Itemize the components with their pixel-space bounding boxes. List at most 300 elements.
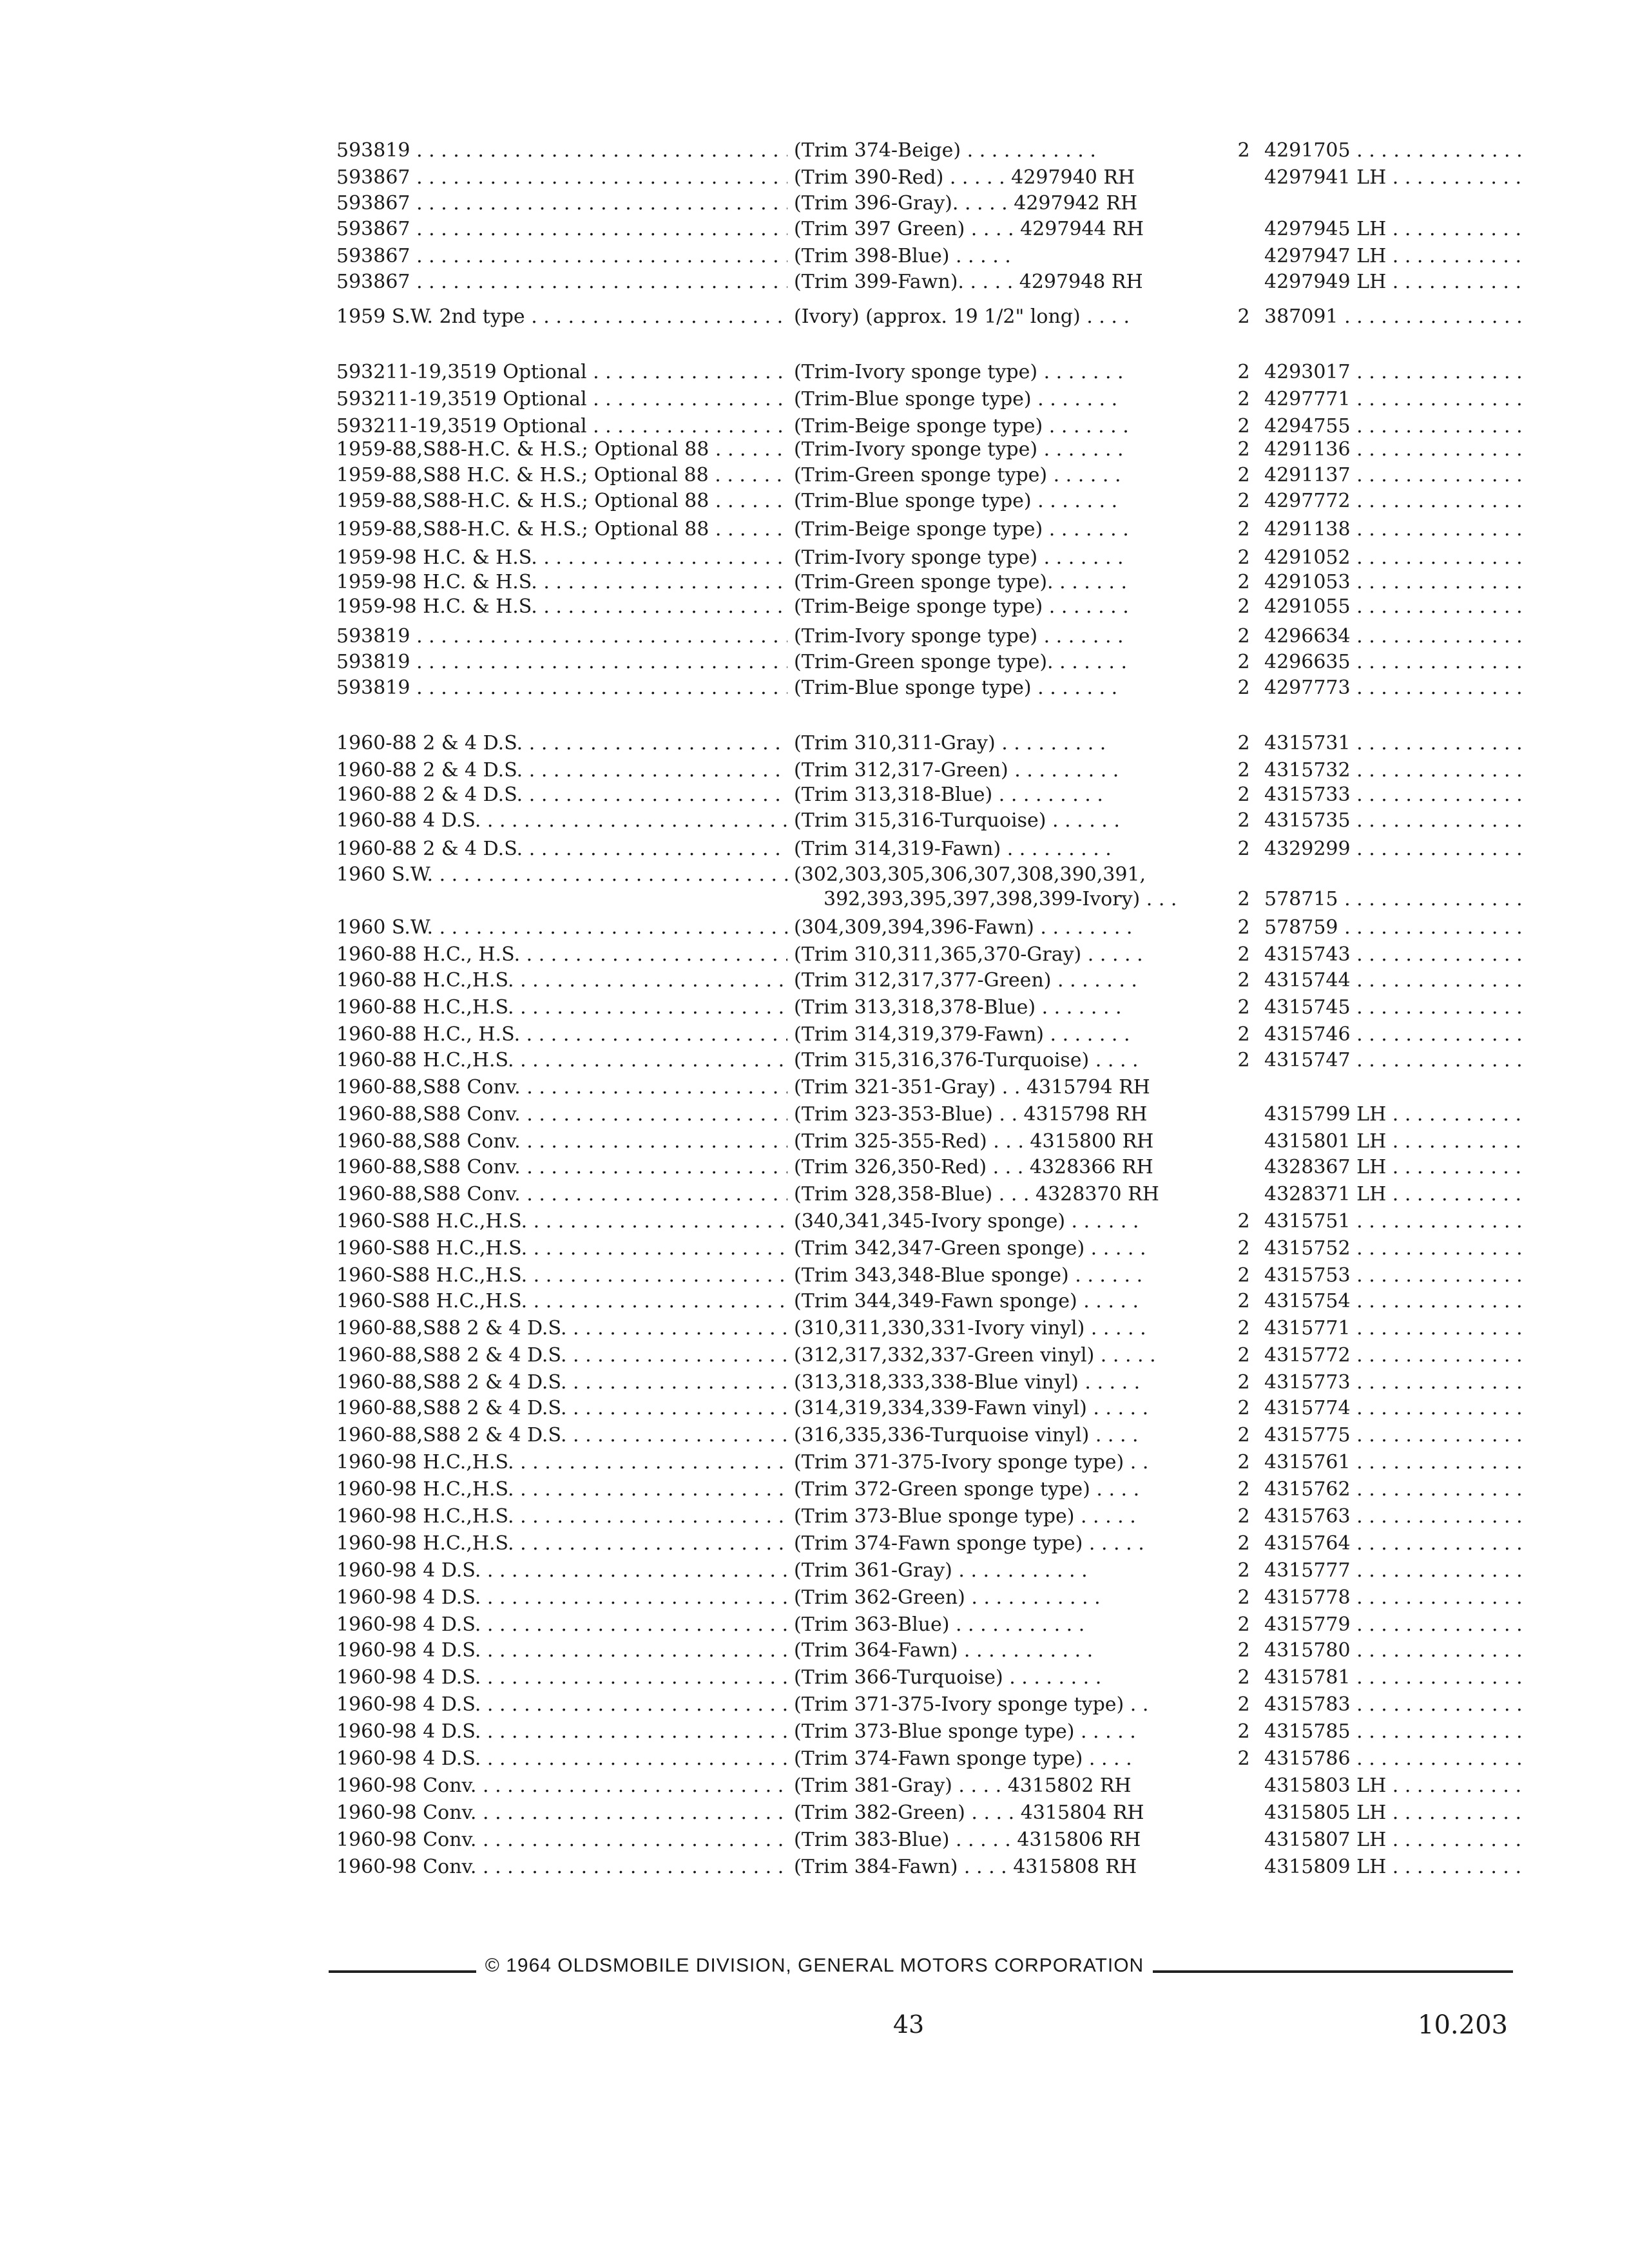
section-number: 10.203 [1418,2010,1508,2040]
quantity: 2 [1237,888,1250,910]
trim-description: (Trim 374-Fawn sponge type) . . . . . [794,1532,1144,1555]
model-designation: 1960-88 4 D.S. . . . [336,808,787,834]
model-designation: 1960-88,S88 Conv. . . . [336,1075,787,1100]
quantity: 2 [1237,996,1250,1019]
parts-row [0,758,1629,783]
parts-row [0,594,1629,620]
parts-row [0,1558,1629,1584]
model-designation: 1960 S.W. . . . [336,862,787,888]
parts-row [0,1263,1629,1289]
parts-row [0,216,1629,242]
model-designation: 1959-98 H.C. & H.S. . . . [336,545,787,571]
parts-row [0,782,1629,808]
model-designation: 1960-88,S88 2 & 4 D.S. . . . [336,1370,787,1396]
part-number: 4315762 . . . [1264,1477,1522,1503]
part-number: 4315779 . . . [1264,1612,1522,1638]
model-designation: 1960-98 Conv. . . . [336,1800,787,1826]
parts-row [0,304,1629,330]
quantity: 2 [1237,1693,1250,1716]
part-number: 4315809 LH . . . [1264,1854,1522,1880]
parts-row [0,1370,1629,1396]
part-number: 4294755 . . . [1264,414,1522,439]
parts-row [0,1048,1629,1073]
trim-description: (Trim 373-Blue sponge type) . . . . . [794,1720,1136,1743]
trim-description: (Trim-Blue sponge type) . . . . . . . [794,490,1118,512]
part-number: 4315771 . . . [1264,1316,1522,1341]
quantity: 2 [1237,388,1250,410]
trim-description: (Trim-Ivory sponge type) . . . . . . . [794,546,1124,569]
parts-row [0,414,1629,439]
parts-row [0,138,1629,164]
quantity: 2 [1237,759,1250,782]
model-designation: 1960-88 H.C., H.S. . . . [336,1022,787,1048]
model-designation: 1959-98 H.C. & H.S. . . . [336,594,787,620]
part-number: 4315751 . . . [1264,1209,1522,1235]
quantity: 2 [1237,518,1250,541]
parts-row [0,942,1629,968]
model-designation: 1960-88,S88 2 & 4 D.S. . . . [336,1316,787,1341]
quantity: 2 [1237,361,1250,383]
model-designation: 1960-88,S88 Conv. . . . [336,1129,787,1155]
parts-row [0,545,1629,571]
trim-description: (Trim 342,347-Green sponge) . . . . . [794,1237,1146,1260]
trim-description: (Trim-Ivory sponge type) . . . . . . . [794,625,1124,648]
parts-row [0,244,1629,269]
model-designation: 1960-98 Conv. . . . [336,1773,787,1799]
trim-description: (Trim-Ivory sponge type) . . . . . . . [794,361,1124,383]
trim-description: (Trim-Green sponge type) . . . . . . [794,464,1121,486]
model-designation: 1960-88 2 & 4 D.S. . . . [336,782,787,808]
part-number: 4315772 . . . [1264,1343,1522,1369]
model-designation: 1960-S88 H.C.,H.S. . . . [336,1289,787,1314]
trim-description: (Trim 364-Fawn) . . . . . . . . . . . [794,1639,1094,1662]
quantity: 2 [1237,943,1250,966]
parts-row [0,675,1629,701]
parts-row [0,1182,1629,1207]
part-number: 4291055 . . . [1264,594,1522,620]
quantity: 2 [1237,1397,1250,1419]
copyright-notice: © 1964 OLDSMOBILE DIVISION, GENERAL MOTORS CORPORATION [476,1955,1153,1976]
trim-description: (Trim 383-Blue) . . . . . 4315806 RH [794,1829,1141,1851]
trim-description: (Trim 323-353-Blue) . . 4315798 RH [794,1103,1148,1126]
parts-row [0,1854,1629,1880]
model-designation: 1960-88 H.C.,H.S. . . . [336,995,787,1021]
trim-description: (Trim-Beige sponge type) . . . . . . . [794,518,1129,541]
trim-description: (Trim 326,350-Red) . . . 4328366 RH [794,1156,1153,1178]
quantity: 2 [1237,1451,1250,1474]
part-number: 4315777 . . . [1264,1558,1522,1584]
trim-description: (Trim 344,349-Fawn sponge) . . . . . [794,1290,1139,1312]
trim-description: (Trim 314,319-Fawn) . . . . . . . . . [794,838,1112,860]
parts-row [0,915,1629,941]
part-number: 387091 . . . [1264,304,1522,330]
trim-description: (Trim 310,311-Gray) . . . . . . . . . [794,732,1106,754]
trim-description: (Trim 312,317,377-Green) . . . . . . . [794,969,1137,992]
trim-description: (Trim 312,317-Green) . . . . . . . . . [794,759,1119,782]
quantity: 2 [1237,1210,1250,1233]
quantity: 2 [1237,651,1250,673]
part-number: 4315764 . . . [1264,1531,1522,1557]
model-designation: 1959-88,S88-H.C. & H.S.; Optional 88 . . . . . [336,437,787,463]
parts-row [0,1343,1629,1369]
part-number: 4297941 LH . . . [1264,165,1522,191]
part-number: 4291136 . . . [1264,437,1522,463]
model-designation: 1959-98 H.C. & H.S. . . . [336,570,787,595]
model-designation: 1960-88 2 & 4 D.S. . . . [336,758,787,783]
quantity: 2 [1237,783,1250,806]
model-designation: 1960-88 2 & 4 D.S. . . . [336,731,787,756]
trim-description: (Trim-Beige sponge type) . . . . . . . [794,415,1129,437]
quantity: 2 [1237,571,1250,593]
part-number: 4328367 LH . . . [1264,1155,1522,1180]
model-designation: 593211-19,3519 Optional . . . [336,387,787,412]
quantity: 2 [1237,1237,1250,1260]
model-designation: 1960-88 H.C.,H.S. . . . [336,968,787,994]
quantity: 2 [1237,490,1250,512]
model-designation: 1960-88,S88 2 & 4 D.S. . . . [336,1343,787,1369]
quantity: 2 [1237,1559,1250,1582]
trim-description: (Trim 396-Gray). . . . . 4297942 RH [794,192,1138,215]
part-number: 4315774 . . . [1264,1396,1522,1421]
quantity: 2 [1237,1666,1250,1689]
part-number: 4315731 . . . [1264,731,1522,756]
parts-row [0,517,1629,543]
part-number: 4291137 . . . [1264,463,1522,488]
trim-description: (Trim 384-Fawn) . . . . 4315808 RH [794,1856,1137,1878]
part-number: 4315763 . . . [1264,1504,1522,1530]
model-designation: 1960-98 4 D.S. . . . [336,1746,787,1772]
parts-row [0,808,1629,834]
trim-description: (Trim 390-Red) . . . . . 4297940 RH [794,166,1135,189]
trim-description: (Trim 399-Fawn). . . . . 4297948 RH [794,271,1143,293]
parts-row [0,360,1629,385]
trim-description: (Trim 362-Green) . . . . . . . . . . . [794,1586,1101,1609]
part-number: 4315781 . . . [1264,1665,1522,1691]
quantity: 2 [1237,438,1250,461]
quantity: 2 [1237,1371,1250,1394]
trim-description: (340,341,345-Ivory sponge) . . . . . . [794,1210,1139,1233]
model-designation: 1959-88,S88 H.C. & H.S.; Optional 88 . . . . . [336,463,787,488]
parts-row [0,1289,1629,1314]
trim-description: (Trim-Blue sponge type) . . . . . . . [794,677,1118,699]
trim-description: (Ivory) (approx. 19 1/2" long) . . . . [794,305,1130,328]
trim-description: (312,317,332,337-Green vinyl) . . . . . [794,1344,1156,1367]
parts-row [0,1827,1629,1853]
trim-description: (Trim 325-355-Red) . . . 4315800 RH [794,1130,1154,1153]
parts-row [0,1665,1629,1691]
trim-description: (Trim 381-Gray) . . . . 4315802 RH [794,1774,1132,1797]
model-designation: 1960-98 4 D.S. . . . [336,1719,787,1745]
model-designation: 593819 . . . [336,624,787,649]
trim-description: (Trim 373-Blue sponge type) . . . . . [794,1505,1136,1528]
quantity: 2 [1237,1023,1250,1046]
quantity: 2 [1237,1532,1250,1555]
part-number: 4315732 . . . [1264,758,1522,783]
part-number: 4315805 LH . . . [1264,1800,1522,1826]
quantity: 2 [1237,1424,1250,1446]
trim-description: (Trim 374-Beige) . . . . . . . . . . . [794,139,1096,162]
parts-row [0,1773,1629,1799]
part-number: 4315752 . . . [1264,1236,1522,1262]
trim-description: (Trim 371-375-Ivory sponge type) . . [794,1451,1149,1474]
quantity: 2 [1237,415,1250,437]
parts-row [0,1236,1629,1262]
quantity: 2 [1237,1720,1250,1743]
quantity: 2 [1237,1317,1250,1340]
trim-description: (310,311,330,331-Ivory vinyl) . . . . . [794,1317,1146,1340]
parts-row [0,1719,1629,1745]
trim-description: (Trim-Beige sponge type) . . . . . . . [794,595,1129,618]
parts-row [0,1585,1629,1611]
part-number: 4315747 . . . [1264,1048,1522,1073]
quantity: 2 [1237,1264,1250,1287]
trim-description: (Trim 328,358-Blue) . . . 4328370 RH [794,1183,1159,1206]
part-number: 578759 . . . [1264,915,1522,941]
part-number: 4328371 LH . . . [1264,1182,1522,1207]
model-designation: 1960-S88 H.C.,H.S. . . . [336,1209,787,1235]
model-designation: 1960-98 4 D.S. . . . [336,1558,787,1584]
quantity: 2 [1237,1613,1250,1636]
trim-description: (Trim 315,316-Turquoise) . . . . . . [794,809,1120,832]
trim-description: (Trim 343,348-Blue sponge) . . . . . . [794,1264,1143,1287]
quantity: 2 [1237,139,1250,162]
quantity: 2 [1237,732,1250,754]
trim-description: (Trim 313,318,378-Blue) . . . . . . . [794,996,1122,1019]
model-designation: 593867 . . . [336,191,787,216]
trim-description: 392,393,395,397,398,399-Ivory) . . . [824,888,1177,910]
part-number: 4315753 . . . [1264,1263,1522,1289]
trim-description: (Trim 314,319,379-Fawn) . . . . . . . [794,1023,1130,1046]
part-number: 4329299 . . . [1264,836,1522,862]
quantity: 2 [1237,464,1250,486]
part-number: 4315745 . . . [1264,995,1522,1021]
part-number: 4315785 . . . [1264,1719,1522,1745]
part-number: 4315799 LH . . . [1264,1102,1522,1128]
part-number: 4315733 . . . [1264,782,1522,808]
parts-row [0,731,1629,756]
parts-row [0,1692,1629,1718]
model-designation: 1960-88,S88 2 & 4 D.S. . . . [336,1423,787,1448]
model-designation: 1960-S88 H.C.,H.S. . . . [336,1236,787,1262]
quantity: 2 [1237,1344,1250,1367]
part-number: 4315746 . . . [1264,1022,1522,1048]
quantity: 2 [1237,838,1250,860]
parts-row [0,862,1629,888]
page-number: 43 [892,2010,925,2039]
model-designation: 593211-19,3519 Optional . . . [336,360,787,385]
parts-row [0,437,1629,463]
part-number: 4297949 LH . . . [1264,269,1522,295]
model-designation: 1960-88,S88 Conv. . . . [336,1102,787,1128]
model-designation: 1960-88,S88 Conv. . . . [336,1182,787,1207]
model-designation: 1960-98 H.C.,H.S. . . . [336,1531,787,1557]
trim-description: (314,319,334,339-Fawn vinyl) . . . . . [794,1397,1149,1419]
trim-description: (Trim-Ivory sponge type) . . . . . . . [794,438,1124,461]
model-designation: 1960-98 Conv. . . . [336,1827,787,1853]
model-designation: 1960-98 H.C.,H.S. . . . [336,1450,787,1475]
quantity: 2 [1237,625,1250,648]
quantity: 2 [1237,546,1250,569]
quantity: 2 [1237,1049,1250,1072]
quantity: 2 [1237,677,1250,699]
model-designation: 1960-98 4 D.S. . . . [336,1612,787,1638]
parts-row [0,1209,1629,1235]
model-designation: 1960-98 Conv. . . . [336,1854,787,1880]
quantity: 2 [1237,1639,1250,1662]
parts-row [0,968,1629,994]
parts-row [0,1612,1629,1638]
part-number: 4315786 . . . [1264,1746,1522,1772]
model-designation: 593867 . . . [336,269,787,295]
part-number: 4297947 LH . . . [1264,244,1522,269]
trim-description: (Trim 382-Green) . . . . 4315804 RH [794,1802,1144,1824]
quantity: 2 [1237,1478,1250,1501]
parts-row [0,1102,1629,1128]
part-number: 4315807 LH . . . [1264,1827,1522,1853]
model-designation: 1960-88,S88 Conv. . . . [336,1155,787,1180]
part-number: 4297945 LH . . . [1264,216,1522,242]
part-number: 4296635 . . . [1264,649,1522,675]
parts-row [0,1638,1629,1664]
part-number: 4315778 . . . [1264,1585,1522,1611]
trim-description: (304,309,394,396-Fawn) . . . . . . . . [794,916,1133,939]
model-designation: 593867 . . . [336,216,787,242]
footer [0,1955,1629,1977]
model-designation: 1960-98 4 D.S. . . . [336,1585,787,1611]
parts-row [0,191,1629,216]
part-number: 4297773 . . . [1264,675,1522,701]
part-number: 4315775 . . . [1264,1423,1522,1448]
quantity: 2 [1237,809,1250,832]
part-number: 4291705 . . . [1264,138,1522,164]
parts-row [0,1504,1629,1530]
parts-row [0,887,1629,912]
trim-description: (Trim 313,318-Blue) . . . . . . . . . [794,783,1103,806]
part-number: 4296634 . . . [1264,624,1522,649]
parts-row [0,649,1629,675]
part-number: 4315801 LH . . . [1264,1129,1522,1155]
model-designation: 1960-98 4 D.S. . . . [336,1665,787,1691]
model-designation: 1960-88 2 & 4 D.S. . . . [336,836,787,862]
model-designation: 1960-88 H.C.,H.S. . . . [336,1048,787,1073]
trim-description: (Trim-Green sponge type). . . . . . . [794,571,1128,593]
part-number: 4315743 . . . [1264,942,1522,968]
quantity: 2 [1237,1747,1250,1770]
model-designation: 1959 S.W. 2nd type . . . [336,304,787,330]
model-designation: 1960-88 H.C., H.S. . . . [336,942,787,968]
part-number: 4315761 . . . [1264,1450,1522,1475]
parts-row [0,269,1629,295]
parts-row [0,624,1629,649]
trim-description: (Trim 398-Blue) . . . . . [794,245,1011,267]
part-number: 4315735 . . . [1264,808,1522,834]
part-number: 578715 . . . [1264,887,1522,912]
quantity: 2 [1237,1586,1250,1609]
parts-row [0,488,1629,514]
parts-row [0,1155,1629,1180]
model-designation: 593819 . . . [336,675,787,701]
parts-row [0,1022,1629,1048]
trim-description: (313,318,333,338-Blue vinyl) . . . . . [794,1371,1141,1394]
parts-row [0,387,1629,412]
model-designation: 593819 . . . [336,138,787,164]
part-number: 4315773 . . . [1264,1370,1522,1396]
parts-row [0,1746,1629,1772]
parts-row [0,1423,1629,1448]
trim-description: (Trim-Green sponge type). . . . . . . [794,651,1128,673]
part-number: 4291053 . . . [1264,570,1522,595]
parts-row [0,1450,1629,1475]
model-designation: 1960 S.W. . . . [336,915,787,941]
model-designation: 1960-88,S88 2 & 4 D.S. . . . [336,1396,787,1421]
parts-row [0,570,1629,595]
parts-row [0,463,1629,488]
model-designation: 1960-98 H.C.,H.S. . . . [336,1504,787,1530]
parts-row [0,1075,1629,1100]
parts-row [0,1129,1629,1155]
quantity: 2 [1237,595,1250,618]
trim-description: (Trim 321-351-Gray) . . 4315794 RH [794,1076,1150,1099]
trim-description: (302,303,305,306,307,308,390,391, [794,863,1146,886]
trim-description: (Trim-Blue sponge type) . . . . . . . [794,388,1118,410]
model-designation: 593819 . . . [336,649,787,675]
parts-row [0,1800,1629,1826]
parts-row [0,1531,1629,1557]
trim-description: (Trim 310,311,365,370-Gray) . . . . . [794,943,1143,966]
model-designation: 1959-88,S88-H.C. & H.S.; Optional 88 . . . . . [336,517,787,543]
part-number: 4315754 . . . [1264,1289,1522,1314]
parts-row [0,1477,1629,1503]
model-designation: 1960-98 H.C.,H.S. . . . [336,1477,787,1503]
trim-description: (Trim 372-Green sponge type) . . . . [794,1478,1140,1501]
parts-row [0,836,1629,862]
model-designation: 593867 . . . [336,165,787,191]
parts-row [0,165,1629,191]
quantity: 2 [1237,1505,1250,1528]
model-designation: 593867 . . . [336,244,787,269]
parts-row [0,995,1629,1021]
trim-description: (Trim 374-Fawn sponge type) . . . . [794,1747,1132,1770]
model-designation: 593211-19,3519 Optional . . . [336,414,787,439]
trim-description: (Trim 315,316,376-Turquoise) . . . . [794,1049,1139,1072]
model-designation: 1960-98 4 D.S. . . . [336,1638,787,1664]
part-number: 4291052 . . . [1264,545,1522,571]
quantity: 2 [1237,969,1250,992]
part-number: 4315744 . . . [1264,968,1522,994]
trim-description: (Trim 361-Gray) . . . . . . . . . . . [794,1559,1088,1582]
quantity: 2 [1237,1290,1250,1312]
parts-row [0,1396,1629,1421]
part-number: 4315783 . . . [1264,1692,1522,1718]
model-designation: 1960-98 4 D.S. . . . [336,1692,787,1718]
part-number: 4297772 . . . [1264,488,1522,514]
part-number: 4315803 LH . . . [1264,1773,1522,1799]
trim-description: (Trim 363-Blue) . . . . . . . . . . . [794,1613,1085,1636]
part-number: 4315780 . . . [1264,1638,1522,1664]
part-number: 4293017 . . . [1264,360,1522,385]
part-number: 4291138 . . . [1264,517,1522,543]
model-designation: 1959-88,S88-H.C. & H.S.; Optional 88 . . . . . [336,488,787,514]
part-number: 4297771 . . . [1264,387,1522,412]
trim-description: (316,335,336-Turquoise vinyl) . . . . [794,1424,1139,1446]
trim-description: (Trim 366-Turquoise) . . . . . . . . [794,1666,1102,1689]
parts-row [0,1316,1629,1341]
quantity: 2 [1237,305,1250,328]
trim-description: (Trim 397 Green) . . . . 4297944 RH [794,218,1144,240]
model-designation: 1960-S88 H.C.,H.S. . . . [336,1263,787,1289]
quantity: 2 [1237,916,1250,939]
trim-description: (Trim 371-375-Ivory sponge type) . . [794,1693,1149,1716]
